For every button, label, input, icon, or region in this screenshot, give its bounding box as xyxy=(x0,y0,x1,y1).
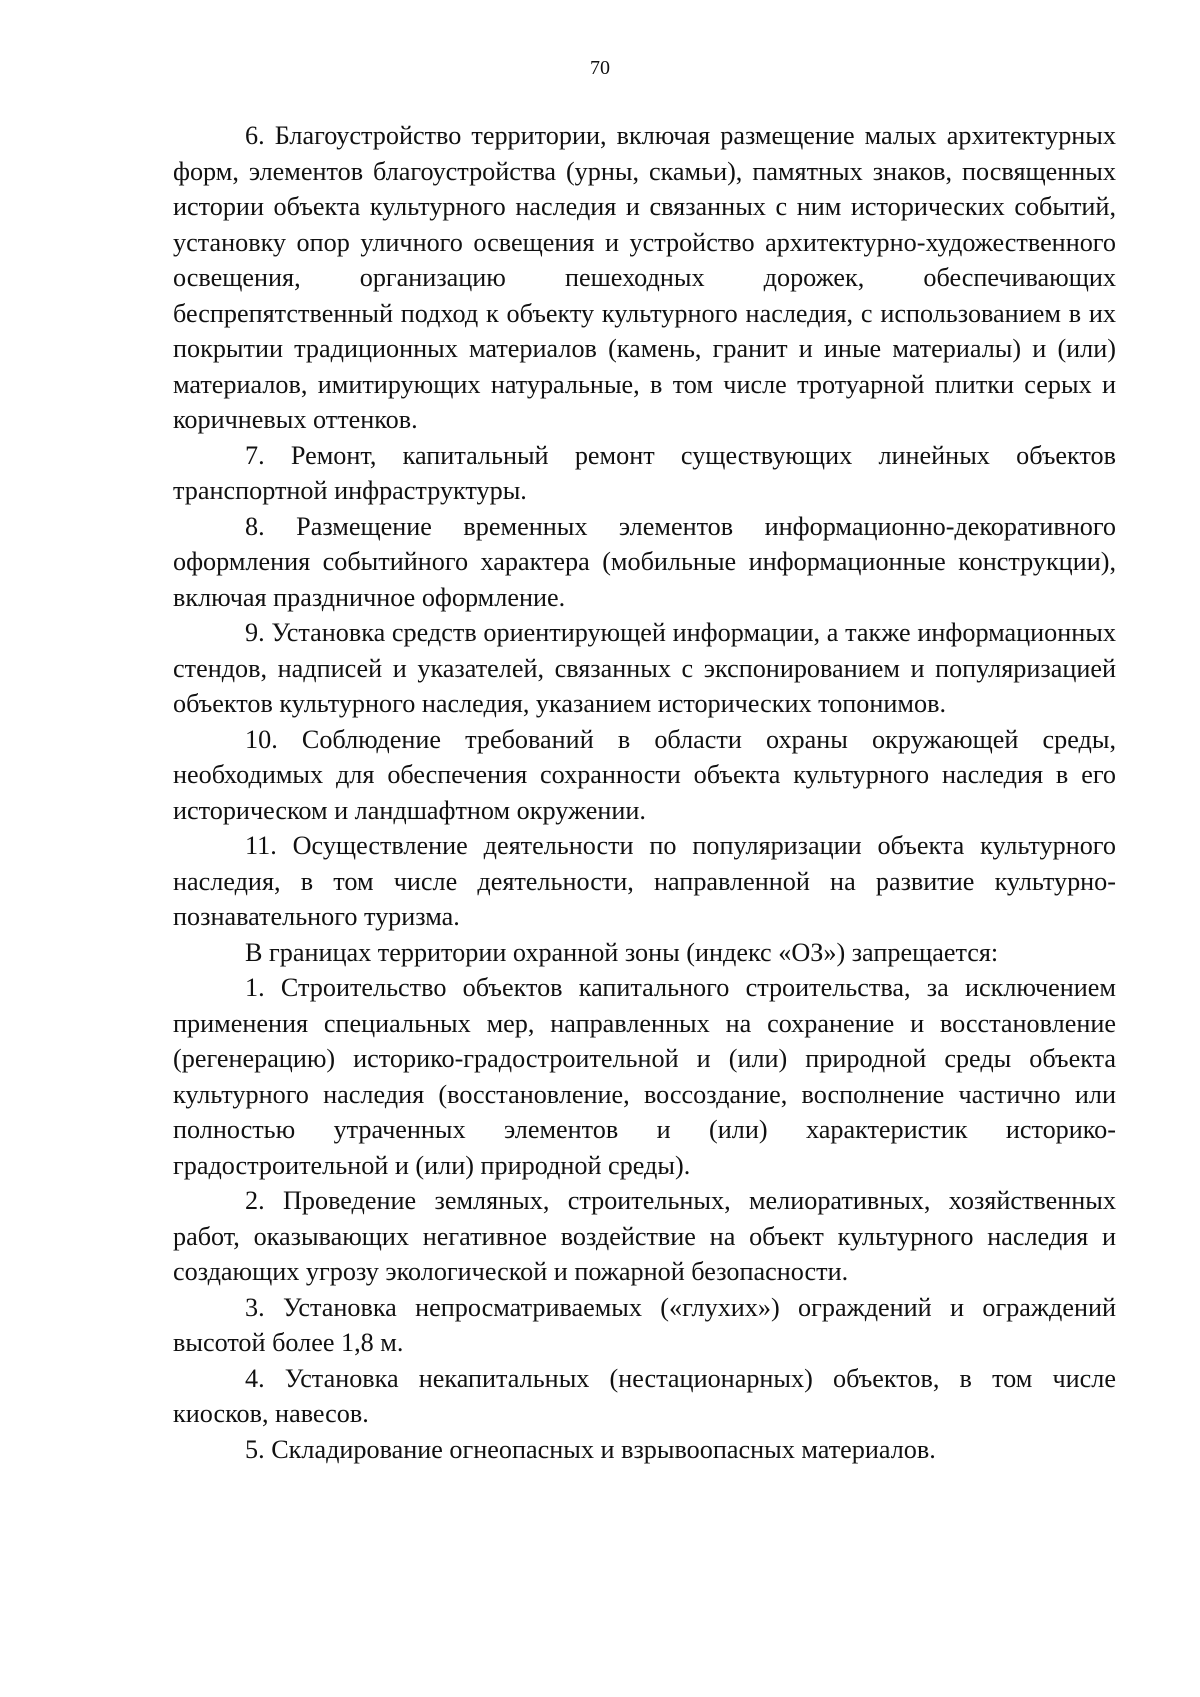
section-heading-prohibited: В границах территории охранной зоны (индекс «ОЗ») запрещается: xyxy=(245,937,999,967)
paragraph-permitted-7: 7. Ремонт, капитальный ремонт существующих линейных объектов транспортной инфраструктуры. xyxy=(173,440,1116,505)
paragraph-permitted-8: 8. Размещение временных элементов информационно-декоративного оформления событийного характера (мобильные информационные конструкции), включая праздничное оформление. xyxy=(173,511,1116,612)
paragraph-prohibited-4: 4. Установка некапитальных (нестационарных) объектов, в том числе киосков, навесов. xyxy=(173,1363,1116,1428)
paragraph-prohibited-1: 1. Строительство объектов капитального строительства, за исключением применения специальных мер, направленных на сохранение и восстановление (регенерацию) историко-градостроительной и (или) природной среды объекта культурного наследия (восстановление, воссоздание, восполнение частично или полностью утраченных элементов и (или) характеристик историко-градостроительной и (или) природной среды). xyxy=(173,973,1116,1180)
paragraph-permitted-9: 9. Установка средств ориентирующей информации, а также информационных стендов, надписей и указателей, связанных с экспонированием и популяризацией объектов культурного наследия, указанием исторических топонимов. xyxy=(173,618,1116,718)
paragraph-permitted-6: 6. Благоустройство территории, включая размещение малых архитектурных форм, элементов благоустройства (урны, скамьи), памятных знаков, посвященных истории объекта культурного наследия и связанных с ним исторических событий, установку опор уличного освещения и устройство архитектурно-художественного освещения, организацию пешеходных дорожек, обеспечивающих беспрепятственный подход к объекту культурного наследия, с использованием в их покрытии традиционных материалов (камень, гранит и иные материалы) и (или) материалов, имитирующих натуральные, в том числе тротуарной плитки серых и коричневых оттенков. xyxy=(173,121,1116,434)
document-body xyxy=(173,118,1116,1467)
paragraph-prohibited-3: 3. Установка непросматриваемых («глухих») ограждений и ограждений высотой более 1,8 м. xyxy=(173,1292,1116,1357)
paragraph-prohibited-5: 5. Складирование огнеопасных и взрывоопасных материалов. xyxy=(245,1434,936,1464)
paragraph-permitted-11: 11. Осуществление деятельности по популяризации объекта культурного наследия, в том числе деятельности, направленной на развитие культурно-познавательного туризма. xyxy=(173,831,1116,931)
paragraph-permitted-10: 10. Соблюдение требований в области охраны окружающей среды, необходимых для обеспечения сохранности объекта культурного наследия в его историческом и ландшафтном окружении. xyxy=(173,724,1116,825)
paragraph-prohibited-2: 2. Проведение земляных, строительных, мелиоративных, хозяйственных работ, оказывающих негативное воздействие на объект культурного наследия и создающих угрозу экологической и пожарной безопасности. xyxy=(173,1186,1116,1286)
page-number: 70 xyxy=(590,57,610,79)
